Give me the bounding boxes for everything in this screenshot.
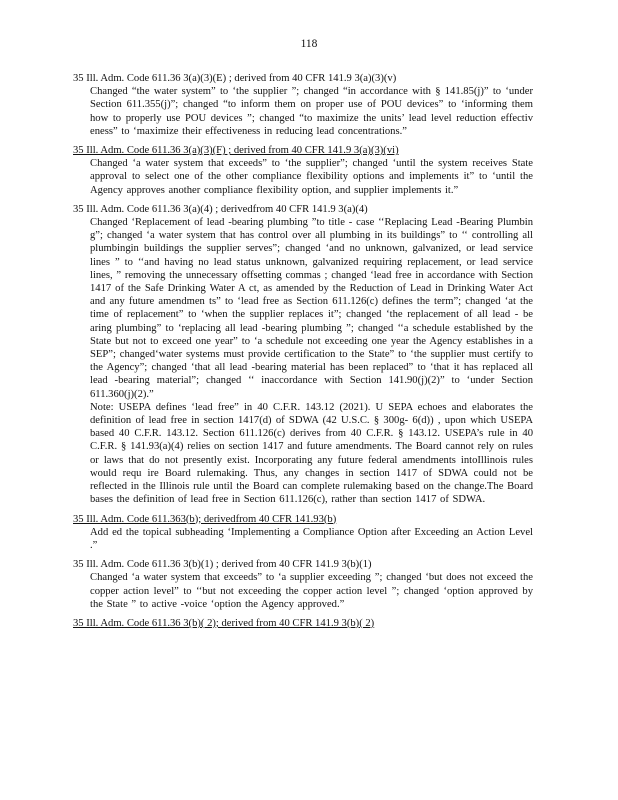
- citation: 35 Ill. Adm. Code 611.36 3(a)(4) ; derivedfrom 40 CFR 141.9 3(a)(4): [73, 203, 368, 215]
- entry-611-363-a-3-f: [73, 144, 533, 197]
- citation: 35 Ill. Adm. Code 611.363(b); derivedfrom 40 CFR 141.93(b): [73, 513, 337, 525]
- citation: 35 Ill. Adm. Code 611.36 3(b)(1) ; derived from 40 CFR 141.9 3(b)(1): [73, 559, 372, 571]
- change-description: Changed ‘Replacement of lead -bearing plumbing ”to title - case ‘‘Replacing Lead -Bearing Plumbin g”; changed ‘a water system that has control over all plumbing in its buildings” to ‘‘ controlling all plumbingin buildings the supplier serves”; changed ‘and no unknown, galvanized, or lead service lines ” to ‘‘and having no lead status unknown, galvanized requiring replacement, or lead service lines, ” removing the unnecessary offsetting commas ; changed ‘lead free in accordance with Section 1417 of the Safe Drinking Water A ct, as amended by the Reduction of Lead in Drinking Water Act and any future amendmen ts” to ‘lead free as Section 611.126(c) defines the term”; changed ‘at the time of replacement” to ‘when the supplier replaces it”; changed ‘the replacement of all lead - be aring plumbing” to ‘replacing all lead -bearing plumbing ”; changed ‘‘a schedule established by the State but not to exceed one year” to ‘a schedule not exceeding one year the Agency establishes in a SEP”; changed‘water systems must provide certification to the State” to ‘the supplier must certify to the Agency”; changed ‘that all lead -bearing material has been replaced” to ‘that it has replaced all lead -bearing material”; changed ‘‘ inaccordance with Section 141.90(j)(2)” to ‘under Section 611.360(j)(2).”: [90, 217, 533, 400]
- citation: 35 Ill. Adm. Code 611.36 3(a)(3)(E) ; derived from 40 CFR 141.9 3(a)(3)(v): [73, 73, 397, 84]
- page-number: 118: [300, 38, 318, 50]
- change-description: Changed ‘a water system that exceeds” to ‘a supplier exceeding ”; changed ‘but does not exceed the copper action level” to ‘‘but not exceeding the copper action level ”; changed ‘option approved by the State ” to active -voice ‘option the Agency approved.”: [90, 572, 533, 610]
- citation: 35 Ill. Adm. Code 611.36 3(b)( 2); derived from 40 CFR 141.9 3(b)( 2): [73, 617, 375, 629]
- change-description: Add ed the topical subheading ‘Implementing a Compliance Option after Exceeding an Action Level .”: [90, 526, 533, 551]
- entry-611-363-a-3-e: [73, 72, 533, 138]
- document-body: [73, 72, 533, 636]
- entry-611-363-b-1: [73, 558, 533, 611]
- citation: 35 Ill. Adm. Code 611.36 3(a)(3)(F) ; derived from 40 CFR 141.9 3(a)(3)(vi): [73, 145, 399, 157]
- entry-611-363-b-2: [73, 617, 533, 630]
- explanatory-note: Note: USEPA defines ‘lead free” in 40 C.F.R. 143.12 (2021). U SEPA echoes and elaborates the definition of lead free in section 1417(d) of SDWA (42 U.S.C. § 300g- 6(d)) , upon which USEPA based 40 C.F.R. 143.12. Section 611.126(c) derives from 40 C.F.R. § 143.12. USEPA’s rule in 40 C.F.R. § 141.93(a)(4) relies on section 1417 and future amendments. The Board cannot rely on rules or laws that do not presently exist. Incorporating any future federal amendments intoIllinois rules would requ ire Board rulemaking. Thus, any changes in section 1417 of SDWA could not be reflected in the Illinois rule until the Board can complete rulemaking based on the change.The Board bases the definition of lead free in Section 611.126(c), rather than section 1417 of SDWA.: [90, 401, 533, 506]
- entry-611-363-a-4: [73, 203, 533, 507]
- change-description: Changed ‘a water system that exceeds” to ‘the supplier”; changed ‘until the system receives State approval to select one of the other compliance flexibility options and implements it” to ‘until the Agency approves another compliance flexibility option, and supplier implements it.”: [90, 158, 533, 196]
- change-description: Changed “the water system” to ‘the supplier ”; changed “in accordance with § 141.85(j)” to ‘under Section 611.355(j)”; changed “to inform them on proper use of POU devices” to ‘informing them how to properly use POU devices ”; changed “to maximize the units’ lead level reduction effectiv eness” to ‘maximize their effectiveness in reducing lead concentrations.”: [90, 86, 533, 137]
- entry-611-363-b: [73, 513, 533, 553]
